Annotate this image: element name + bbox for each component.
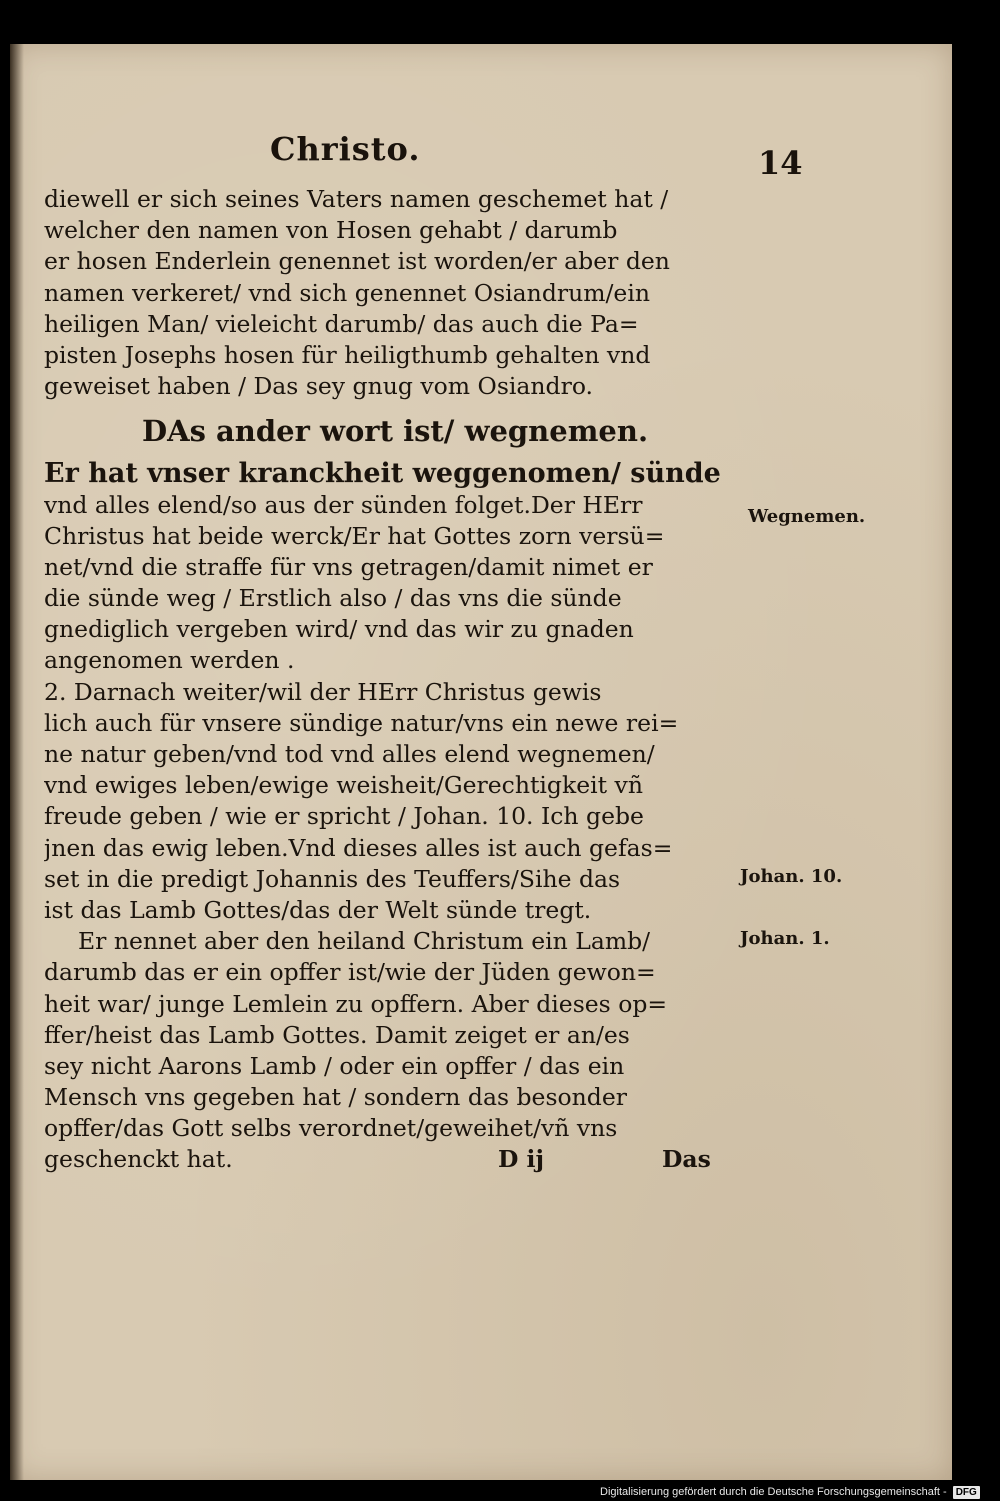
text-line: darumb das er ein opffer ist/wie der Jüden gewon= bbox=[44, 958, 656, 987]
text-line: Er hat vnser kranckheit weggenomen/ sünde bbox=[44, 458, 721, 490]
page-gutter-shadow bbox=[10, 44, 24, 1480]
text-line: gnediglich vergeben wird/ vnd das wir zu gnaden bbox=[44, 615, 634, 644]
signature-mark: D ij bbox=[498, 1145, 544, 1174]
text-line: Christus hat beide werck/Er hat Gottes zorn versü= bbox=[44, 521, 665, 550]
text-line: heit war/ junge Lemlein zu opffern. Aber dieses op= bbox=[44, 989, 668, 1018]
text-line: ffer/heist das Lamb Gottes. Damit zeiget er an/es bbox=[44, 1020, 630, 1049]
marginal-note-wegnemen: Wegnemen. bbox=[748, 506, 866, 527]
funding-text: Digitalisierung gefördert durch die Deutsche Forschungsgemeinschaft - bbox=[600, 1486, 947, 1498]
text-line: vnd alles elend/so aus der sünden folget.Der HErr bbox=[44, 490, 643, 519]
text-line: Er nennet aber den heiland Christum ein Lamb/ bbox=[78, 927, 651, 956]
text-line: 2. Darnach weiter/wil der HErr Christus gewis bbox=[44, 677, 602, 706]
text-line: geschenckt hat. bbox=[44, 1145, 233, 1174]
text-line: welcher den namen von Hosen gehabt / darumb bbox=[44, 216, 618, 245]
dfg-logo: DFG bbox=[953, 1486, 980, 1499]
folio-number: 14 bbox=[758, 144, 803, 182]
text-line: opffer/das Gott selbs verordnet/geweihet/vñ vns bbox=[44, 1114, 618, 1143]
text-line: set in die predigt Johannis des Teuffers/Sihe das bbox=[44, 864, 621, 893]
text-line: geweiset haben / Das sey gnug vom Osiandro. bbox=[44, 372, 594, 401]
text-line: lich auch für vnsere sündige natur/vns ein newe rei= bbox=[44, 708, 679, 737]
text-line: ne natur geben/vnd tod vnd alles elend wegnemen/ bbox=[44, 740, 655, 768]
text-line: vnd ewiges leben/ewige weisheit/Gerechtigkeit vñ bbox=[44, 771, 643, 800]
last-line-row bbox=[44, 1144, 746, 1175]
text-line: er hosen Enderlein genennet ist worden/er aber den bbox=[44, 247, 670, 276]
text-line: DAs ander wort ist/ wegnemen. bbox=[141, 414, 649, 449]
text-line: Mensch vns gegeben hat / sondern das besonder bbox=[44, 1083, 627, 1112]
marginal-note-johan-1: Johan. 1. bbox=[740, 928, 830, 949]
catchword: Das bbox=[662, 1145, 711, 1174]
text-line: die sünde weg / Erstlich also / das vns die sünde bbox=[44, 584, 622, 613]
marginal-note-johan-10: Johan. 10. bbox=[740, 866, 843, 887]
text-line: heiligen Man/ vieleicht darumb/ das auch die Pa= bbox=[44, 309, 639, 338]
text-line: pisten Josephs hosen für heiligthumb gehalten vnd bbox=[44, 340, 651, 369]
main-text-block bbox=[44, 184, 746, 1176]
text-line: diewell er sich seines Vaters namen geschemet hat / bbox=[44, 185, 669, 213]
text-line: namen verkeret/ vnd sich genennet Osiandrum/ein bbox=[44, 278, 650, 307]
running-head: Christo. bbox=[270, 130, 421, 168]
text-line: freude geben / wie er spricht / Johan. 10. Ich gebe bbox=[44, 802, 644, 831]
text-line: net/vnd die straffe für vns getragen/damit nimet er bbox=[44, 552, 653, 581]
book-page bbox=[10, 44, 952, 1480]
text-line: jnen das ewig leben.Vnd dieses alles ist auch gefas= bbox=[44, 833, 673, 862]
text-line: angenomen werden . bbox=[44, 646, 295, 675]
text-line: ist das Lamb Gottes/das der Welt sünde tregt. bbox=[44, 895, 592, 924]
funding-footer bbox=[600, 1484, 980, 1500]
text-line: sey nicht Aarons Lamb / oder ein opffer / das ein bbox=[44, 1051, 625, 1080]
